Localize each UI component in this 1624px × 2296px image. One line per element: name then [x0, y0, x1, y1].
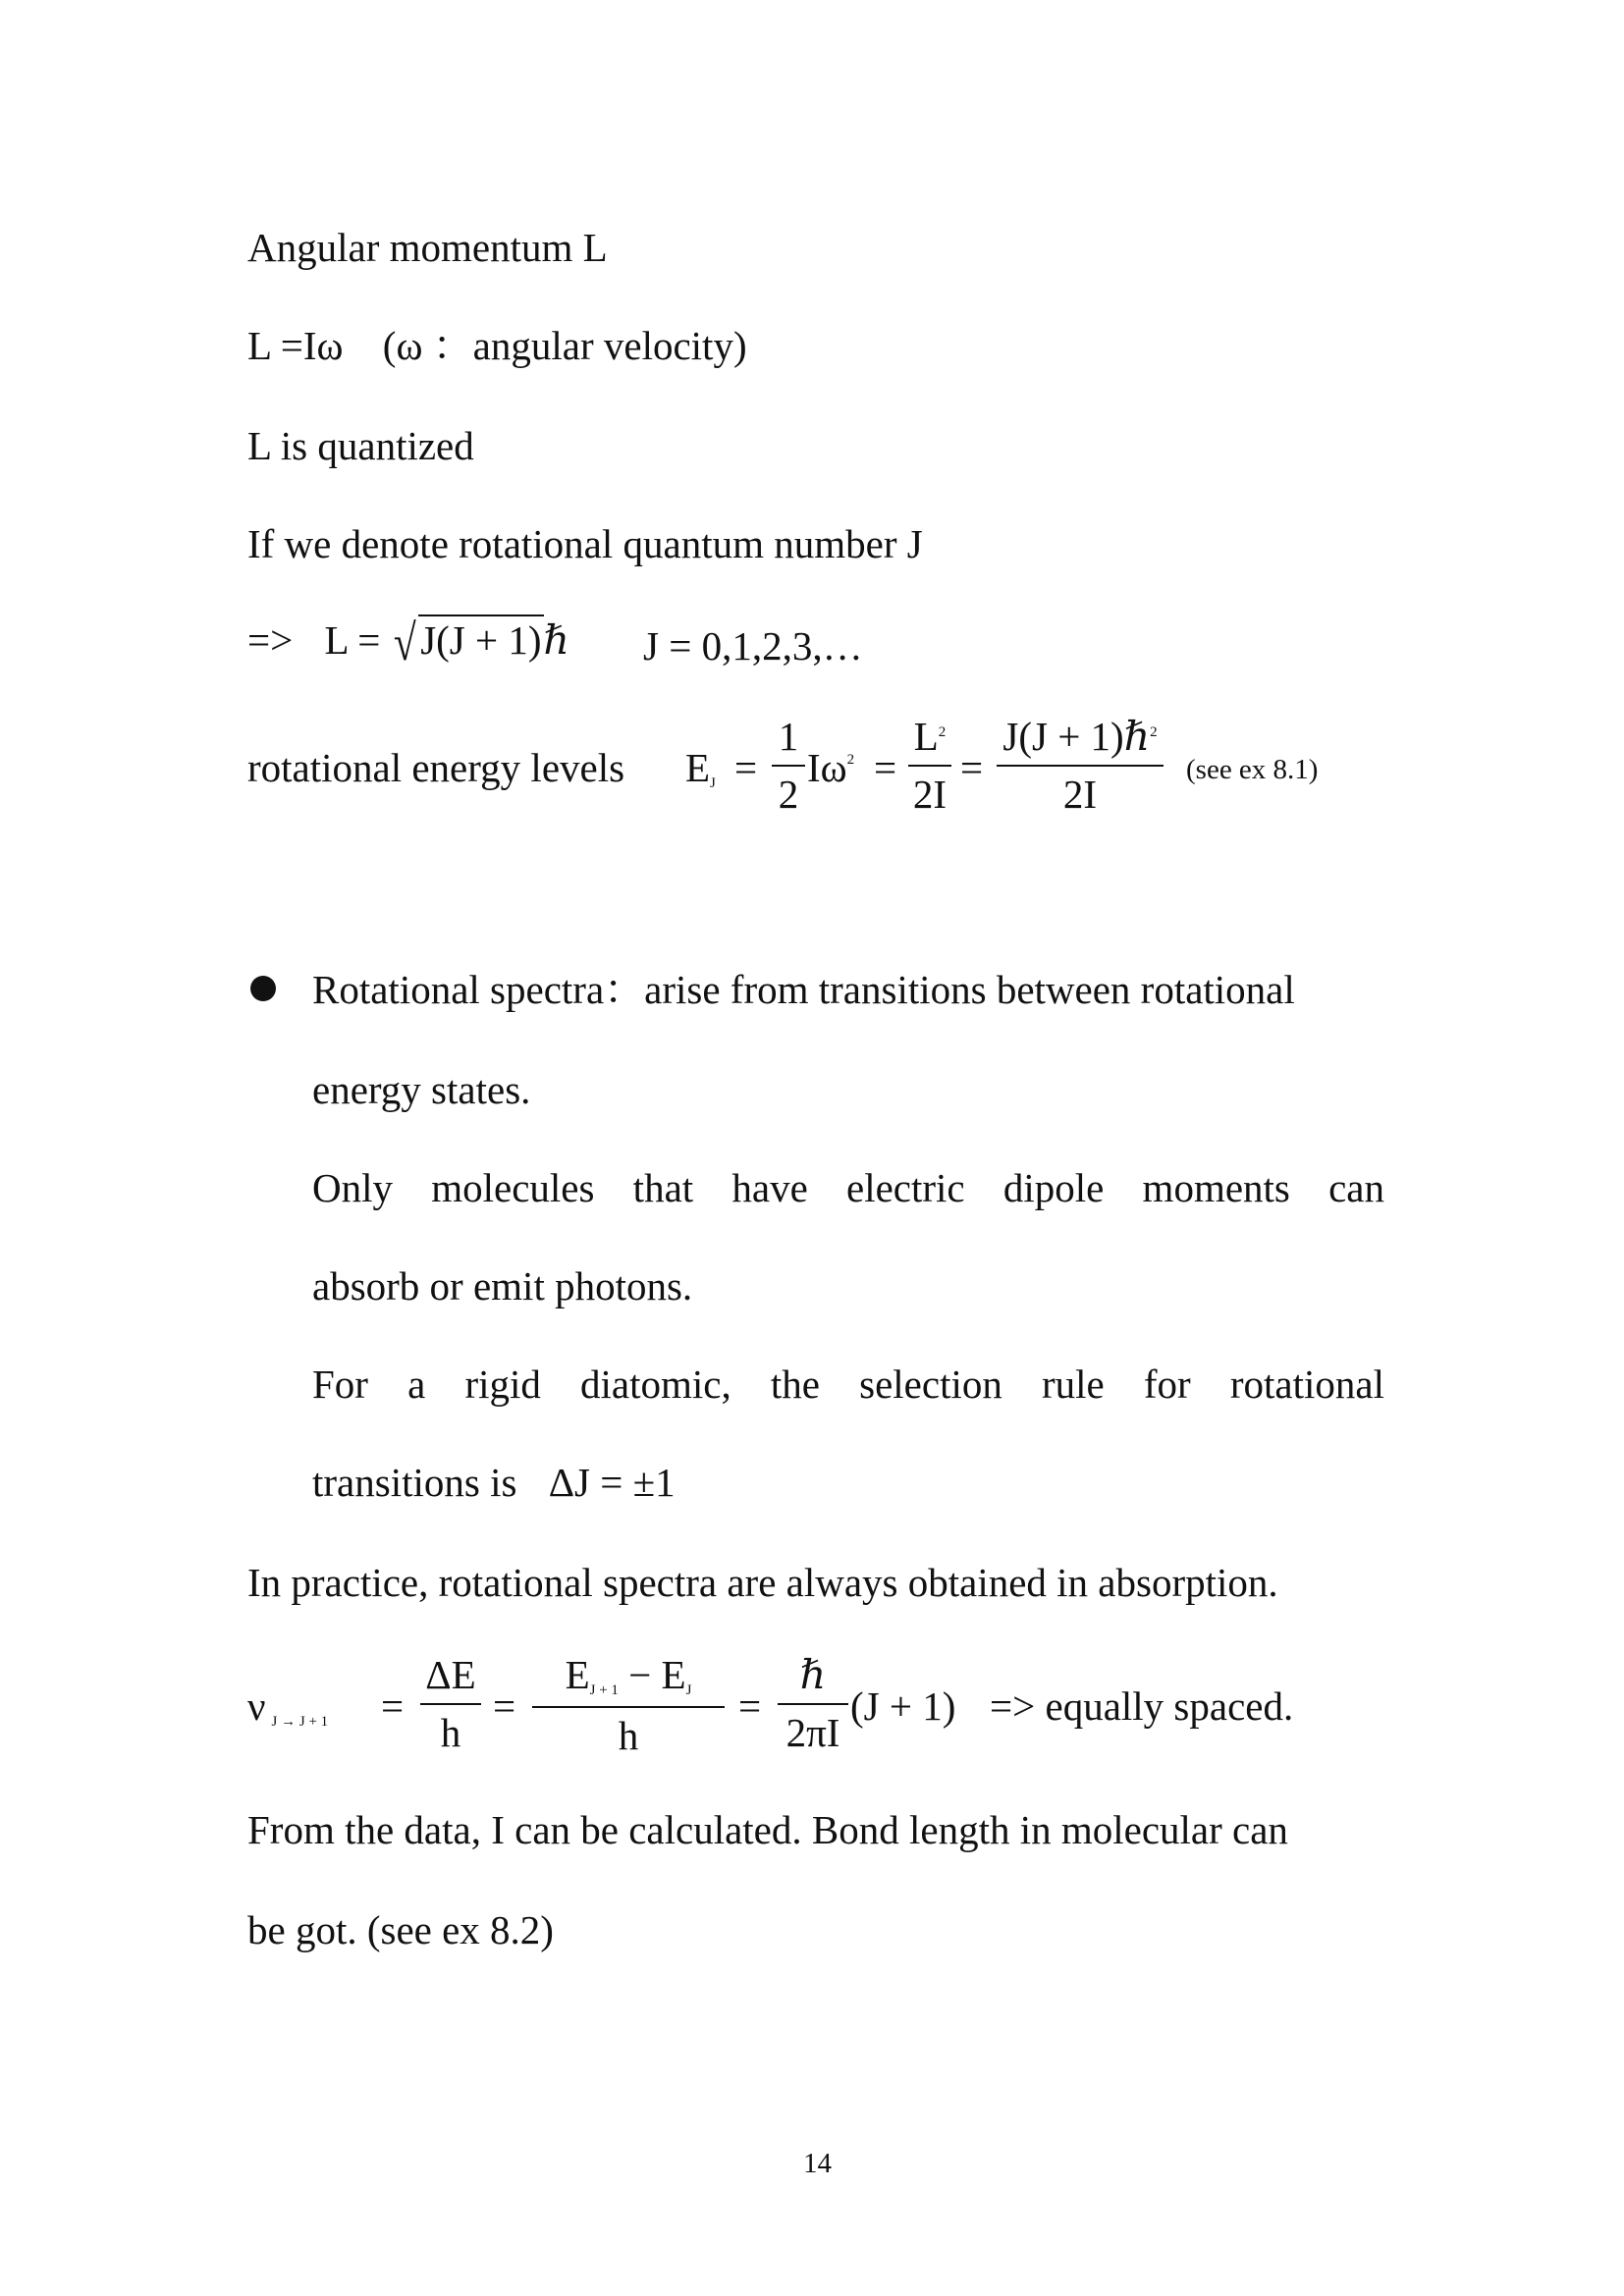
- frac-dE-h: ΔE h: [420, 1655, 481, 1753]
- J-plus-1: (J + 1): [850, 1683, 956, 1729]
- frac-L2-2I: $L^2$ 2I: [908, 717, 951, 815]
- sqrt-icon: √: [393, 615, 416, 671]
- energy-label: rotational energy levels: [247, 745, 625, 790]
- line-rigid-diatomic: For a rigid diatomic, the selection rule for rotational: [312, 1362, 1384, 1407]
- hbar: ℏ: [543, 617, 569, 663]
- delta-rule: ΔJ = ±1: [548, 1460, 676, 1505]
- frac-EJ1-EJ-h: $E_{J + 1} - E_J$ h: [532, 1655, 725, 1756]
- line-quantized: L is quantized: [247, 423, 474, 468]
- E-sub: J: [710, 775, 716, 791]
- heading-angular-momentum: Angular momentum L: [247, 225, 608, 270]
- bullet-line2: energy states.: [312, 1067, 531, 1112]
- I-omega-squared: $I\omega^2$: [807, 745, 855, 790]
- eq-2: =: [874, 745, 897, 790]
- eq-nu-2: =: [493, 1683, 516, 1729]
- line-denote: If we denote rotational quantum number J: [247, 521, 923, 566]
- line-L-equals-Iw: [247, 323, 747, 368]
- angular-velocity-note: (ω ：angular velocity): [382, 323, 747, 368]
- L-Iw: L =Iω: [247, 323, 344, 368]
- eq-nu-3: =: [738, 1683, 762, 1729]
- frac-JJ-2I: J(J + 1)ℏ$^2$ 2I: [997, 717, 1164, 815]
- line-transitions: transitions is ΔJ = ±1: [312, 1460, 676, 1505]
- eq-L-sqrt: [247, 614, 569, 669]
- nu-symbol: ν $_{J \to J + 1}$: [247, 1683, 329, 1730]
- see-ex-8-1: (see ex 8.1): [1186, 754, 1319, 785]
- L-equals: L =: [324, 617, 381, 663]
- eq-nu-1: =: [381, 1683, 405, 1729]
- eq-3: =: [960, 745, 984, 790]
- bullet-icon: [250, 976, 276, 1001]
- equally-spaced: => equally spaced.: [990, 1683, 1294, 1729]
- eq-1: =: [734, 745, 758, 790]
- nu-sub: J → J + 1: [271, 1714, 329, 1730]
- frac-half: 1 2: [772, 717, 805, 815]
- J-values: J = 0,1,2,3,…: [643, 623, 863, 668]
- line-absorb: absorb or emit photons.: [312, 1263, 693, 1308]
- line-practice: In practice, rotational spectra are always obtained in absorption.: [247, 1560, 1278, 1605]
- E-J-symbol: $E_J$: [685, 745, 716, 791]
- sqrt-content: J(J + 1): [418, 614, 543, 661]
- arrow: =>: [247, 617, 294, 663]
- line-be-got: be got. (see ex 8.2): [247, 1907, 554, 1952]
- line-from-data: From the data, I can be calculated. Bond length in molecular can: [247, 1807, 1288, 1852]
- page-number: 14: [803, 2148, 832, 2179]
- line-only-molecules: Only molecules that have electric dipole moments can: [312, 1165, 1384, 1210]
- frac-hbar-2piI: ℏ 2πI: [778, 1655, 848, 1753]
- L-squared: $L^2$: [913, 714, 947, 759]
- bullet-title: Rotational spectra：arise from transitions between rotational: [312, 967, 1295, 1012]
